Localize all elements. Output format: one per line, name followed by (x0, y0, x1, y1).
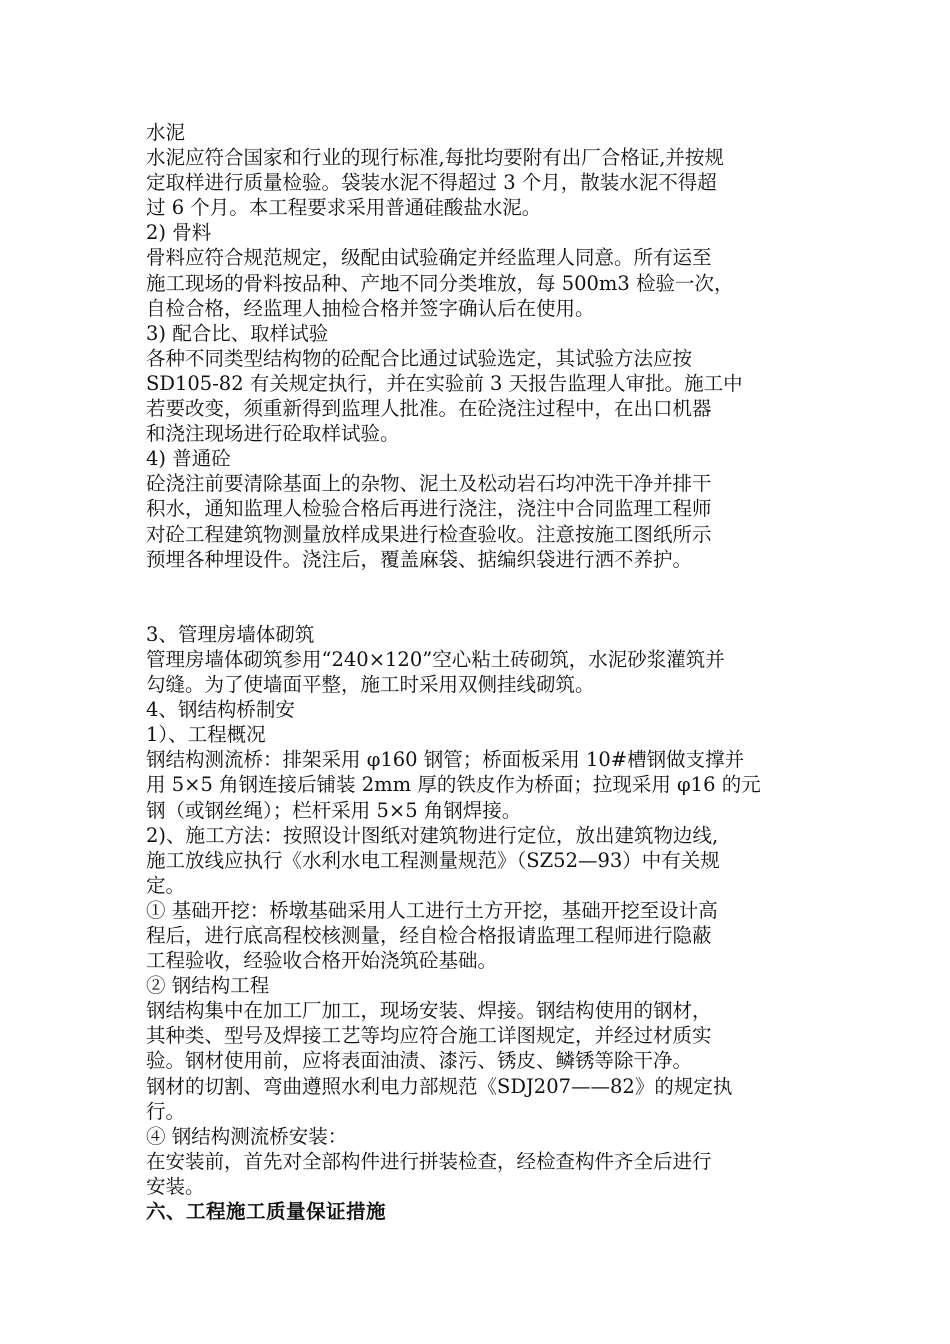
text-line: 钢（或钢丝绳）；栏杆采用 5×5 角钢焊接。 (146, 798, 522, 822)
heading-steel-bridge: 4、钢结构桥制安 (146, 698, 295, 722)
text-line: 定。 (146, 873, 186, 897)
text-line: 和浇注现场进行砼取样试验。 (146, 422, 400, 446)
text-line: 用 5×5 角钢连接后铺装 2mm 厚的铁皮作为桥面；拉现采用 φ16 的元 (146, 773, 761, 797)
blank-spacer (146, 572, 826, 622)
text-line: 验。钢材使用前，应将表面油渍、漆污、锈皮、鳞锈等除干净。 (146, 1049, 693, 1073)
text-line: 2)、施工方法：按照设计图纸对建筑物进行定位，放出建筑物边线, (146, 823, 719, 847)
heading-mix-ratio: 3) 配合比、取样试验 (146, 321, 329, 345)
text-line: ① 基础开挖：桥墩基础采用人工进行土方开挖，基础开挖至设计高 (146, 898, 718, 922)
text-line: 勾缝。为了使墙面平整，施工时采用双侧挂线砌筑。 (146, 673, 595, 697)
text-line: 行。 (146, 1099, 186, 1123)
text-line: 钢结构测流桥：排架采用 φ160 钢管；桥面板采用 10#槽钢做支撑并 (146, 748, 745, 772)
heading-ordinary-concrete: 4) 普通砼 (146, 447, 231, 471)
text-line: 工程验收，经验收合格开始浇筑砼基础。 (146, 949, 498, 973)
heading-masonry: 3、管理房墙体砌筑 (146, 622, 315, 646)
text-line: 自检合格，经监理人抽检合格并签字确认后在使用。 (146, 296, 595, 320)
text-line: 施工放线应执行《水利水电工程测量规范》（SZ52—93）中有关规 (146, 848, 720, 872)
section-heading-quality-assurance: 六、工程施工质量保证措施 (146, 1200, 387, 1224)
text-line: 钢结构集中在加工厂加工，现场安装、焊接。钢结构使用的钢材， (146, 999, 712, 1023)
text-line: 砼浇注前要清除基面上的杂物、泥土及松动岩石均冲洗干净并排干 (146, 472, 712, 496)
text-line: 各种不同类型结构物的砼配合比通过试验选定，其试验方法应按 (146, 346, 693, 370)
text-line: 若要改变，须重新得到监理人批准。在砼浇注过程中，在出口机器 (146, 397, 712, 421)
text-line: 预埋各种埋设件。浇注后，覆盖麻袋、掂编织袋进行洒不养护。 (146, 547, 693, 571)
text-line: 对砼工程建筑物测量放样成果进行检查验收。注意按施工图纸所示 (146, 522, 712, 546)
section-masonry-and-steel (146, 622, 826, 1199)
text-line: 积水，通知监理人检验合格后再进行浇注，浇注中合同监理工程师 (146, 497, 712, 521)
heading-cement: 水泥 (146, 121, 186, 144)
text-line: 定取样进行质量检验。袋装水泥不得超过 3 个月，散装水泥不得超 (146, 171, 717, 195)
text-line: 钢材的切割、弯曲遵照水利电力部规范《SDJ207——82》的规定执 (146, 1074, 733, 1098)
heading-aggregate: 2) 骨料 (146, 221, 212, 245)
heading-steel-works: ② 钢结构工程 (146, 974, 270, 998)
text-line: 骨料应符合规范规定，级配由试验确定并经监理人同意。所有运至 (146, 246, 712, 270)
text-line: 水泥应符合国家和行业的现行标准,每批均要附有出厂合格证,并按规 (146, 146, 724, 170)
text-line: 安装。 (146, 1174, 205, 1198)
text-line: 其种类、型号及焊接工艺等均应符合施工详图规定，并经过材质实 (146, 1024, 712, 1048)
heading-bridge-installation: ④ 钢结构测流桥安装： (146, 1124, 348, 1148)
text-line: 在安装前，首先对全部构件进行拼装检查，经检查构件齐全后进行 (146, 1149, 712, 1173)
text-line: 施工现场的骨料按品种、产地不同分类堆放，每 500m3 检验一次， (146, 271, 734, 295)
text-line: 过 6 个月。本工程要求采用普通硅酸盐水泥。 (146, 196, 542, 220)
text-line: 程后，进行底高程校核测量，经自检合格报请监理工程师进行隐蔽 (146, 924, 712, 947)
section-materials (146, 120, 826, 572)
text-line: SD105-82 有关规定执行，并在实验前 3 天报告监理人审批。施工中 (146, 371, 743, 395)
text-line: 管理房墙体砌筑参用“240×120”空心粘土砖砌筑，水泥砂浆灌筑并 (146, 647, 725, 671)
heading-overview: 1）、工程概况 (146, 723, 266, 747)
document-body (146, 120, 826, 1224)
